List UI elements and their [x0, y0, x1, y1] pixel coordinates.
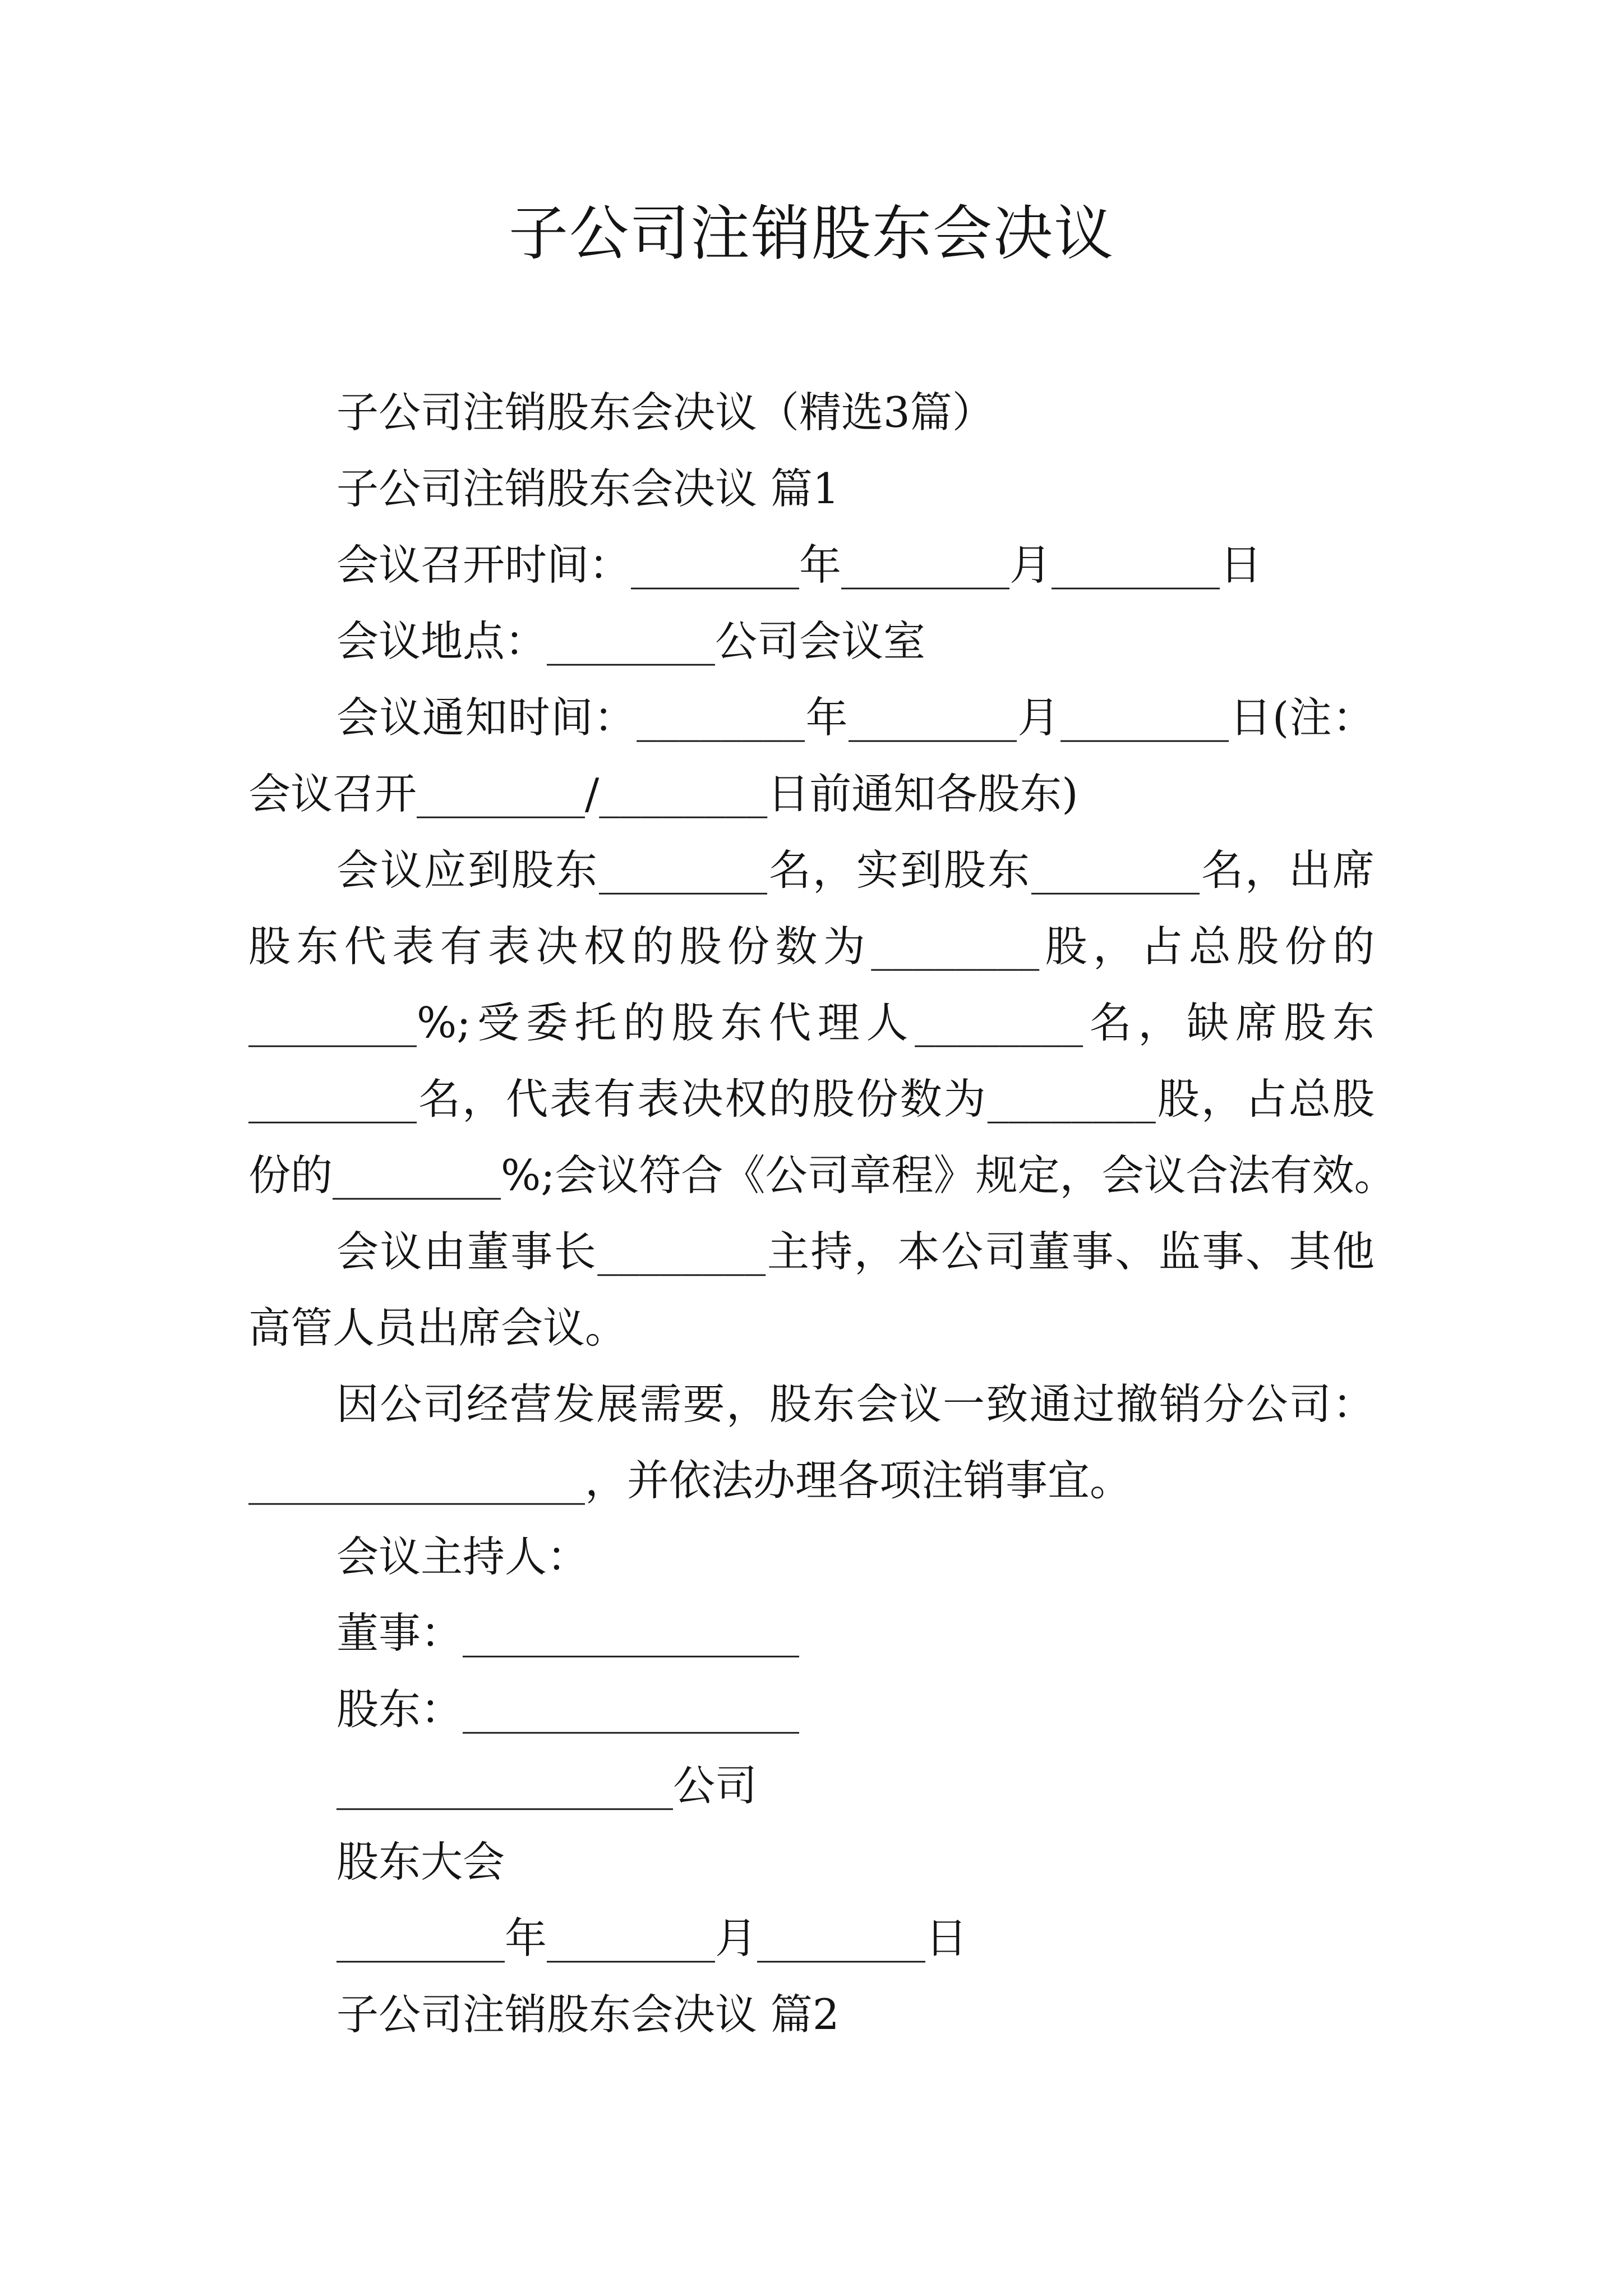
- document-body: [248, 374, 1396, 2053]
- resolution-paragraph: [248, 1366, 1375, 1519]
- attendance-paragraph: [248, 832, 1396, 1213]
- paragraph-line: 会议由董事长________主持，本公司董事、监事、其他: [336, 1227, 1375, 1276]
- paragraph-line: ________%;受委托的股东代理人________名，缺席股东: [248, 998, 1375, 1047]
- paragraph-line: 会议召开时间：________年________月________日: [336, 540, 1262, 590]
- meeting-place-field: [248, 603, 1375, 679]
- shareholder-assembly-label: [248, 1824, 1375, 1900]
- paragraph-line: 子公司注销股东会决议 篇1: [336, 464, 840, 513]
- paragraph-line: 会议主持人：: [336, 1532, 589, 1581]
- paragraph-line: ________________公司: [336, 1761, 758, 1810]
- meeting-time-field: [248, 527, 1375, 603]
- paragraph-line: 高管人员出席会议。: [248, 1303, 628, 1352]
- paragraph-line: 股东大会: [336, 1837, 505, 1887]
- company-name-field: [248, 1747, 1375, 1824]
- notice-time-paragraph: [248, 679, 1375, 832]
- paragraph-line: 股东代表有表决权的股份数为________股，占总股份的: [248, 922, 1375, 971]
- paragraph-line: ________________，并依法办理各项注销事宜。: [248, 1456, 1132, 1505]
- paragraph-line: 子公司注销股东会决议（精选3篇）: [336, 388, 994, 437]
- paragraph-line: ________年________月________日: [336, 1913, 968, 1963]
- paragraph-line: 董事：________________: [336, 1608, 800, 1658]
- paragraph-line: 会议地点：________公司会议室: [336, 616, 926, 666]
- paragraph-line: 会议通知时间：________年________月________日(注：: [336, 693, 1375, 742]
- document-title: 子公司注销股东会决议: [509, 199, 1114, 268]
- date-field: [248, 1900, 1375, 1976]
- paragraph-line: 因公司经营发展需要，股东会议一致通过撤销分公司：: [336, 1379, 1375, 1429]
- chair-paragraph: [248, 1213, 1375, 1366]
- paragraph-line: 股东：________________: [336, 1685, 800, 1734]
- shareholder-signature-field: [248, 1671, 1375, 1747]
- paragraph-line: 份的________%;会议符合《公司章程》规定，会议合法有效。: [248, 1151, 1396, 1200]
- paragraph-line: 会议召开________/________日前通知各股东): [248, 769, 1078, 818]
- section-2-heading: [248, 1976, 1375, 2053]
- paragraph-line: ________名，代表有表决权的股份数为________股，占总股: [248, 1074, 1375, 1124]
- meeting-host-label: [248, 1519, 1375, 1595]
- paragraph-line: 子公司注销股东会决议 篇2: [336, 1990, 840, 2039]
- director-signature-field: [248, 1595, 1375, 1671]
- collection-heading: [248, 374, 1375, 450]
- section-1-heading: [248, 450, 1375, 527]
- paragraph-line: 会议应到股东________名，实到股东________名，出席: [336, 845, 1375, 895]
